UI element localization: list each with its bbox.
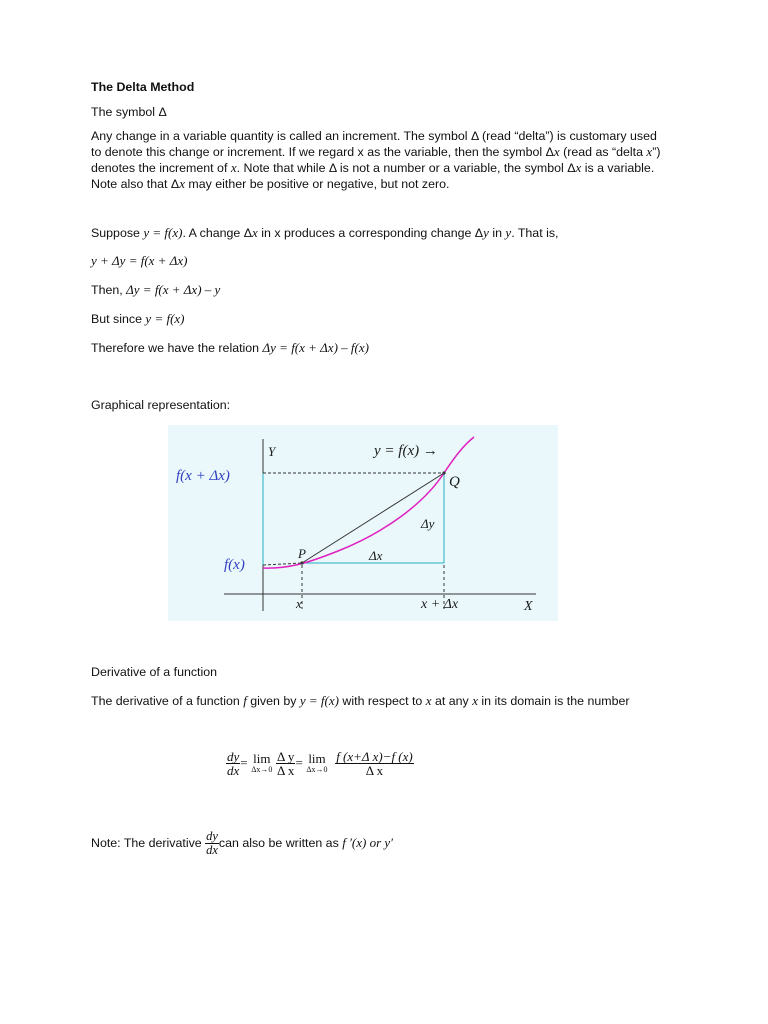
equals-2: = xyxy=(295,754,303,770)
delta-graph-svg xyxy=(168,425,558,621)
then-line: Then, Δy = f(x + Δx) – y xyxy=(91,282,221,297)
therefore-line: Therefore we have the relation Δy = f(x + Δx) – f(x) xyxy=(91,340,369,355)
label-x-tick: x xyxy=(296,596,302,611)
graph-heading: Graphical representation: xyxy=(91,398,231,412)
point-p xyxy=(300,561,303,564)
intro-line-1: Any change in a variable quantity is called an increment. The symbol Δ (read “delta”) is customary used xyxy=(91,129,657,143)
intro-line-2: to denote this change or increment. If we regard x as the variable, then the symbol Δx (read as “delta x”) xyxy=(91,144,661,159)
derivative-formula xyxy=(226,750,414,777)
label-y-axis: Y xyxy=(268,444,276,459)
limit-1: lim Δx→0 xyxy=(251,751,273,774)
point-q xyxy=(442,471,445,474)
but-since-line: But since y = f(x) xyxy=(91,311,185,326)
note-frac-dy-dx: $\frac{dy}{dx}$ xyxy=(206,829,218,858)
label-point-q: Q xyxy=(449,474,460,490)
delta-graph xyxy=(168,425,558,621)
frac-delta-y-delta-x: $\frac{\text{Δ y}}{\text{Δ x}}$ xyxy=(277,749,295,778)
equation-increment: y + Δy = f(x + Δx) xyxy=(91,253,188,268)
label-point-p: P xyxy=(298,546,306,561)
label-x-axis: X xyxy=(524,599,533,614)
equals-1: = xyxy=(240,754,248,770)
suppose-line: Suppose y = f(x). A change Δx in x produces a corresponding change Δy in y. That is, xyxy=(91,225,559,240)
label-x-plus-dx-tick: x + Δx xyxy=(421,597,459,612)
intro-line-3: denotes the increment of x. Note that while Δ is not a number or a variable, the symbol Δx is a variable. xyxy=(91,160,655,175)
frac-dy-dx: $\frac{dy}{dx}$ xyxy=(227,749,240,778)
note-line: Note: The derivative $\frac{dy}{dx}$ can also be written as f ′(x) or y′ xyxy=(91,829,394,858)
label-f-x: f(x) xyxy=(224,557,245,573)
label-delta-x: Δx xyxy=(369,548,383,563)
limit-2: lim Δx→0 xyxy=(306,751,328,774)
label-f-x-plus-dx: f(x + Δx) xyxy=(176,468,230,484)
intro-line-4: Note also that Δx may either be positive or negative, but not zero. xyxy=(91,176,450,191)
frac-difference-quotient: $\frac{\text{f (x+Δ x)−f (x)}}{\text{Δ x}}$ xyxy=(336,749,413,778)
label-curve: y = f(x) → xyxy=(374,443,438,459)
section-heading-symbol: The symbol Δ xyxy=(91,105,167,119)
intro-paragraph xyxy=(91,128,691,192)
label-delta-y: Δy xyxy=(421,516,435,531)
graph-background xyxy=(168,425,558,621)
document-title: The Delta Method xyxy=(91,80,195,94)
derivative-definition-line: The derivative of a function f given by y = f(x) with respect to x at any x in its domain is the number xyxy=(91,693,630,708)
derivative-heading: Derivative of a function xyxy=(91,665,218,679)
